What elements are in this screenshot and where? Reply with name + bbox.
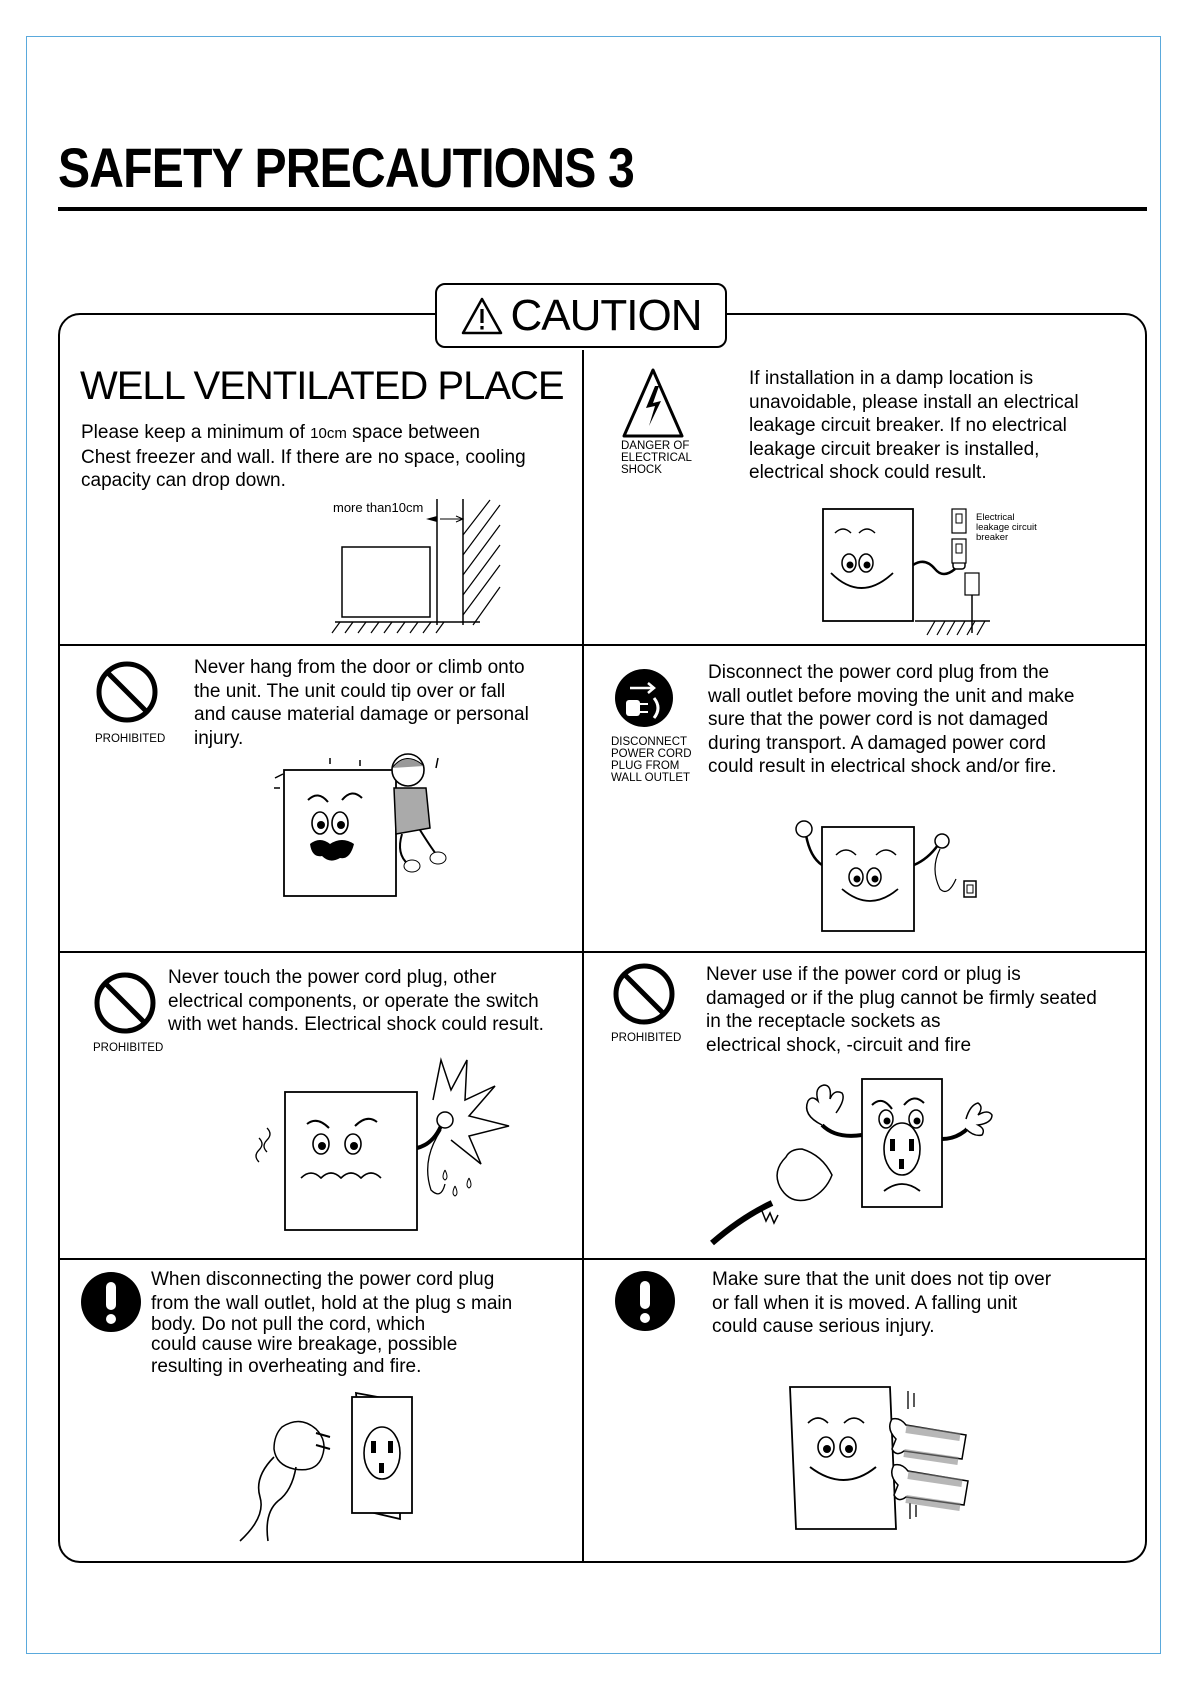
disconnect-label-3: PLUG FROM — [611, 760, 680, 772]
caution-label: CAUTION — [510, 290, 702, 340]
disconnect-text — [708, 661, 1075, 779]
ventilation-heading: WELL VENTILATED PLACE — [80, 364, 564, 408]
climb-text — [194, 656, 529, 750]
ventilation-line-1 — [81, 421, 526, 446]
diagram-distance-label: more than10cm — [333, 500, 424, 515]
damp-text — [749, 367, 1079, 485]
prohibited-label: PROHIBITED — [93, 1042, 164, 1054]
ventilation-line-3: capacity can drop down. — [81, 470, 286, 491]
damaged-cord-line-3: in the receptacle sockets as — [706, 1011, 941, 1032]
child-climbing-illustration — [270, 748, 470, 908]
damp-line-4: leakage circuit breaker is installed, — [749, 438, 1040, 460]
caution-header — [435, 283, 727, 348]
climb-line-4: injury. — [194, 727, 244, 749]
hold-plug-line-5: resulting in overheating and fire. — [151, 1356, 422, 1377]
breaker-label-2: leakage circuit — [976, 522, 1037, 533]
column-divider — [582, 350, 584, 1562]
unplugging-illustration — [790, 815, 990, 935]
damp-line-5: electrical shock could result. — [749, 462, 987, 483]
disconnect-plug-icon — [614, 668, 674, 728]
breaker-label — [976, 513, 1037, 543]
wet-hands-line-3: with wet hands. Electrical shock could result. — [168, 1014, 544, 1035]
electrical-shock-warning-icon — [622, 368, 684, 438]
row-divider-3 — [58, 1258, 1147, 1260]
damp-line-2: unavoidable, please install an electrical — [749, 391, 1079, 413]
hold-plug-line-4: could cause wire breakage, possible — [151, 1334, 458, 1355]
damaged-cord-text — [706, 963, 1097, 1057]
damaged-cord-line-4: electrical shock, -circuit and fire — [706, 1034, 972, 1056]
wet-hands-shock-illustration — [255, 1060, 515, 1240]
hold-plug-line-2: from the wall outlet, hold at the plug s main — [151, 1292, 513, 1314]
mandatory-action-icon — [80, 1271, 142, 1333]
disconnect-line-4: during transport. A damaged power cord — [708, 732, 1046, 754]
prohibited-icon — [95, 660, 159, 724]
climb-line-2: the unit. The unit could tip over or fall — [194, 680, 506, 702]
tip-over-line-2: or fall when it is moved. A falling unit — [712, 1292, 1018, 1314]
supporting-unit-illustration — [780, 1383, 980, 1533]
hold-plug-line-1: When disconnecting the power cord plug — [151, 1269, 495, 1290]
damp-line-1: If installation in a damp location is — [749, 368, 1034, 389]
prohibited-icon — [612, 962, 676, 1026]
damaged-plug-illustration — [712, 1075, 982, 1255]
tip-over-line-3: could cause serious injury. — [712, 1316, 935, 1337]
disconnect-label — [611, 736, 692, 784]
warning-triangle-icon — [461, 297, 503, 335]
damp-line-3: leakage circuit breaker. If no electrical — [749, 415, 1067, 436]
breaker-label-1: Electrical — [976, 512, 1015, 523]
ventilation-text — [81, 421, 526, 493]
disconnect-line-1: Disconnect the power cord plug from the — [708, 662, 1050, 683]
danger-label-1: DANGER OF — [621, 440, 690, 452]
disconnect-line-3: sure that the power cord is not damaged — [708, 709, 1049, 730]
ventilation-distance: 10cm — [310, 425, 347, 442]
ventilation-line-2: Chest freezer and wall. If there are no space, cooling — [81, 446, 526, 468]
row-divider-2 — [58, 951, 1147, 953]
row-divider-1 — [58, 644, 1147, 646]
tip-over-line-1: Make sure that the unit does not tip over — [712, 1269, 1052, 1290]
tip-over-text — [712, 1268, 1051, 1339]
danger-label-3: SHOCK — [621, 464, 662, 476]
danger-label — [621, 440, 692, 476]
disconnect-line-2: wall outlet before moving the unit and make — [708, 685, 1075, 707]
climb-line-1: Never hang from the door or climb onto — [194, 657, 525, 678]
ventilation-line-1a: Please keep a minimum of — [81, 422, 311, 443]
hand-unplugging-illustration — [226, 1393, 456, 1553]
danger-label-2: ELECTRICAL — [621, 452, 692, 464]
title-rule — [58, 207, 1147, 211]
hold-plug-text — [151, 1268, 512, 1379]
prohibited-icon — [93, 971, 157, 1035]
disconnect-line-5: could result in electrical shock and/or fire. — [708, 756, 1057, 777]
disconnect-label-2: POWER CORD — [611, 748, 692, 760]
wet-hands-text — [168, 966, 544, 1037]
damaged-cord-line-2: damaged or if the plug cannot be firmly seated — [706, 987, 1097, 1009]
wet-hands-line-1: Never touch the power cord plug, other — [168, 967, 497, 988]
damaged-cord-line-1: Never use if the power cord or plug is — [706, 964, 1021, 985]
disconnect-label-4: WALL OUTLET — [611, 772, 691, 784]
ventilation-line-1b: space between — [346, 422, 480, 443]
wet-hands-line-2: electrical components, or operate the switch — [168, 990, 539, 1012]
climb-line-3: and cause material damage or personal — [194, 704, 529, 725]
mandatory-action-icon — [614, 1270, 676, 1332]
disconnect-label-1: DISCONNECT — [611, 736, 688, 748]
prohibited-label: PROHIBITED — [611, 1032, 682, 1044]
hold-plug-line-3: body. Do not pull the cord, which — [151, 1314, 426, 1335]
prohibited-label: PROHIBITED — [95, 733, 166, 745]
page-title: SAFETY PRECAUTIONS 3 — [58, 136, 634, 199]
ventilation-diagram — [340, 495, 540, 635]
breaker-label-3: breaker — [976, 532, 1009, 543]
